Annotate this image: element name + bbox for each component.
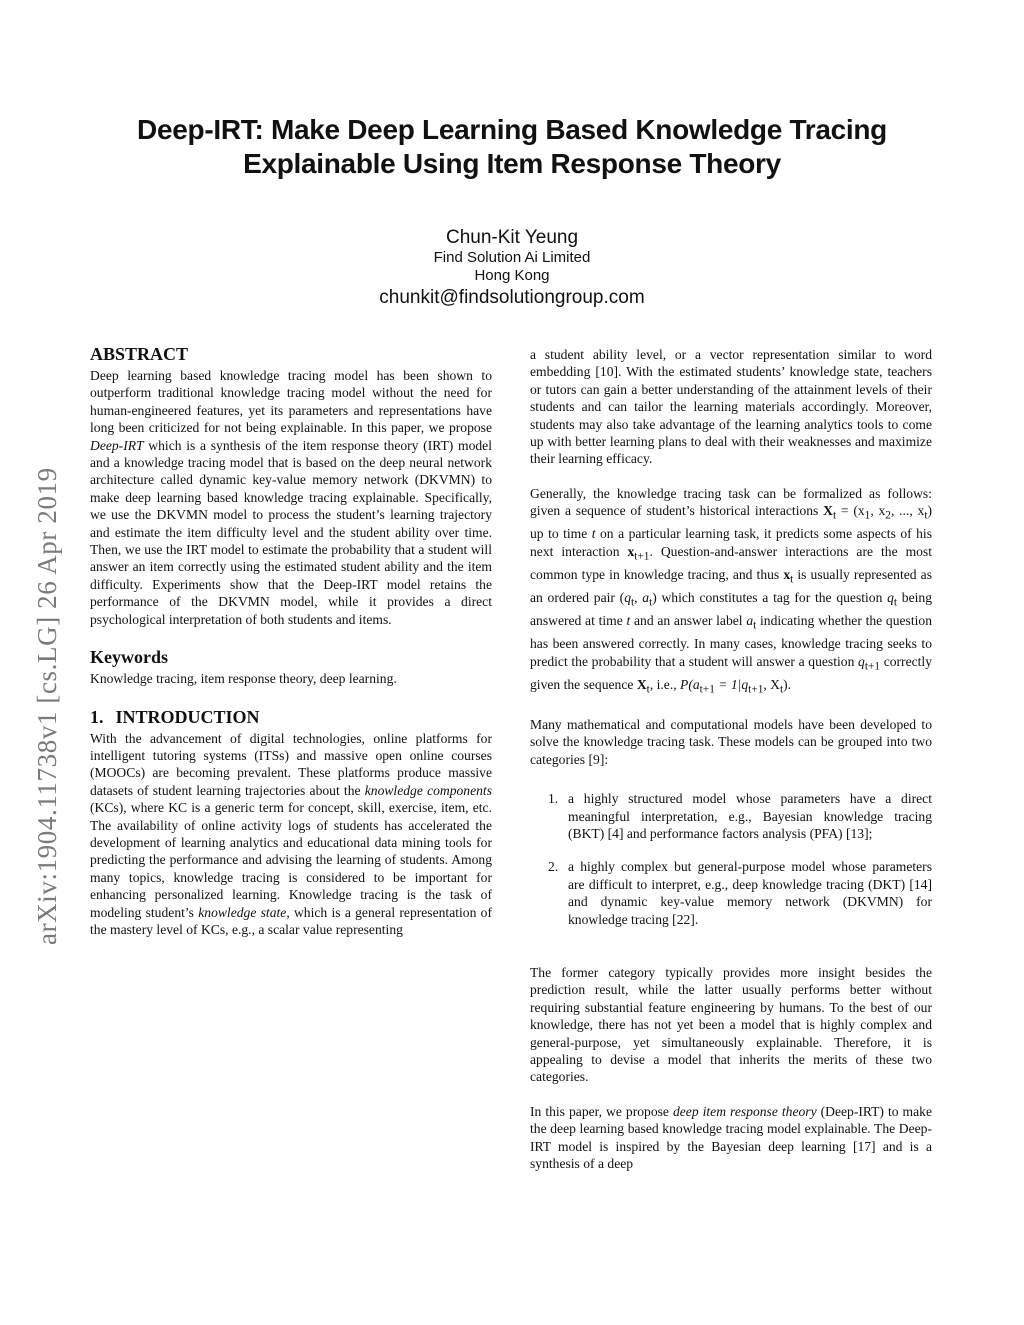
title-line-1: Deep-IRT: Make Deep Learning Based Knowledge Tracing [137, 114, 887, 145]
list-item: 1. a highly structured model whose parameters have a direct meaningful interpretation, e.g., Bayesian knowledge tracing (BKT) [4] and performance factors analysis (PFA) [13]; [548, 791, 932, 841]
keywords-heading: Keywords [90, 647, 168, 668]
intro-paragraph-1: With the advancement of digital technologies, online platforms for intelligent tutoring systems (ITSs) and massive open online courses (MOOCs) are becoming prevalent. These platforms produce massive datasets of student learning trajectories about the knowledge components (KCs), where KC is a generic term for concept, skill, exercise, item, etc. The availability of online activity logs of students has accelerated the development of learning analytics and educational data mining tools for predicting the performance and advising the learning of students. Among many topics, knowledge tracing is considered to be important for enhancing personalized learning. Knowledge tracing is the task of modeling student’s knowledge state, which is a general representation of the mastery level of KCs, e.g., a scalar value representing [90, 730, 492, 937]
keywords-text: Knowledge tracing, item response theory, deep learning. [90, 671, 397, 687]
left-column [90, 344, 492, 938]
author-block [0, 227, 1024, 311]
title-line-2: Explainable Using Item Response Theory [243, 148, 781, 179]
section-number: 1. [90, 706, 104, 727]
model-categories-list [530, 790, 932, 928]
list-item: 2. a highly complex but general-purpose model whose parameters are difficult to interpret, e.g., deep knowledge tracing (DKT) [14] and dynamic key-value memory network (DKVMN) for knowledge tracing [22]. [548, 859, 932, 927]
author-email[interactable]: chunkit@findsolutiongroup.com [379, 287, 645, 308]
intro-paragraph-2: a student ability level, or a vector representation similar to word embedding [10]. With the estimated students’ knowledge state, teachers or tutors can gain a better understanding of the attainment levels of their students and can tailor the learning materials accordingly. Moreover, students may also take advantage of the learning analytics tools to come up with better learning plans to deal with their weaknesses and maximize their learning efficacy. [530, 347, 932, 467]
intro-paragraph-3: Generally, the knowledge tracing task can be formalized as follows: given a sequence of student’s historical interactions $X_t = (x_1$, $x_2$, ..., $x_t$) up to time t on a particular learning task, it predicts some aspects of his next interaction $x_{t+1}$. Question-and-answer interactions are the most common type in knowledge tracing, and thus $x_t$ is usually represented as an ordered pair ($q_t$, $a_t$) which constitutes a tag for the question $q_t$ being answered at time t and an answer label $a_t$ indicating whether the question has been answered correctly. In many cases, knowledge tracing seeks to predict the probability that a student will answer a question $q_{t+1}$ correctly given the sequence $X_t$, i.e., $P(a_{t+1} = 1|q_{t+1}$, $X_t$). [530, 485, 933, 696]
intro-paragraph-4: Many mathematical and computational models have been developed to solve the knowledge tracing task. These models can be grouped into two categories [9]: [530, 716, 932, 767]
abstract-heading: ABSTRACT [90, 344, 189, 364]
paper-title [80, 113, 944, 181]
introduction-heading [90, 707, 492, 727]
section-title: INTRODUCTION [115, 706, 260, 727]
right-column [530, 346, 932, 1172]
arxiv-stamp: arXiv:1904.11738v1 [cs.LG] 26 Apr 2019 [32, 467, 62, 945]
abstract-text: Deep learning based knowledge tracing model has been shown to outperform traditional knowledge tracing model without the need for human-engineered features, yet its parameters and representations have long been criticized for not being explainable. In this paper, we propose Deep-IRT which is a synthesis of the item response theory (IRT) model and a knowledge tracing model that is based on the deep neural network architecture called dynamic key-value memory network (DKVMN) to make deep learning based knowledge tracing explainable. Specifically, we use the DKVMN model to process the student’s learning trajectory and estimate the item difficulty level and the student ability over time. Then, we use the IRT model to estimate the probability that a student will answer an item correctly using the estimated student ability and the item difficulty. Experiments show that the Deep-IRT model retains the performance of the DKVMN model, while it provides a direct psychological interpretation of both students and items. [90, 368, 492, 627]
author-name: Chun-Kit Yeung [445, 227, 579, 248]
intro-paragraph-5: The former category typically provides more insight besides the prediction result, while the latter usually performs better without requiring substantial feature engineering by humans. To the best of our knowledge, there has not yet been a model that is highly complex and general-purpose, yet simultaneously explainable. Therefore, it is appealing to devise a model that inherits the merits of these two categories. [530, 965, 932, 1085]
author-affiliation: Find Solution Ai Limited [433, 249, 591, 266]
intro-paragraph-6: In this paper, we propose deep item response theory (Deep-IRT) to make the deep learning based knowledge tracing model explainable. The Deep-IRT model is inspired by the Bayesian deep learning [17] and is a synthesis of a deep [530, 1103, 932, 1172]
author-location: Hong Kong [474, 267, 550, 284]
